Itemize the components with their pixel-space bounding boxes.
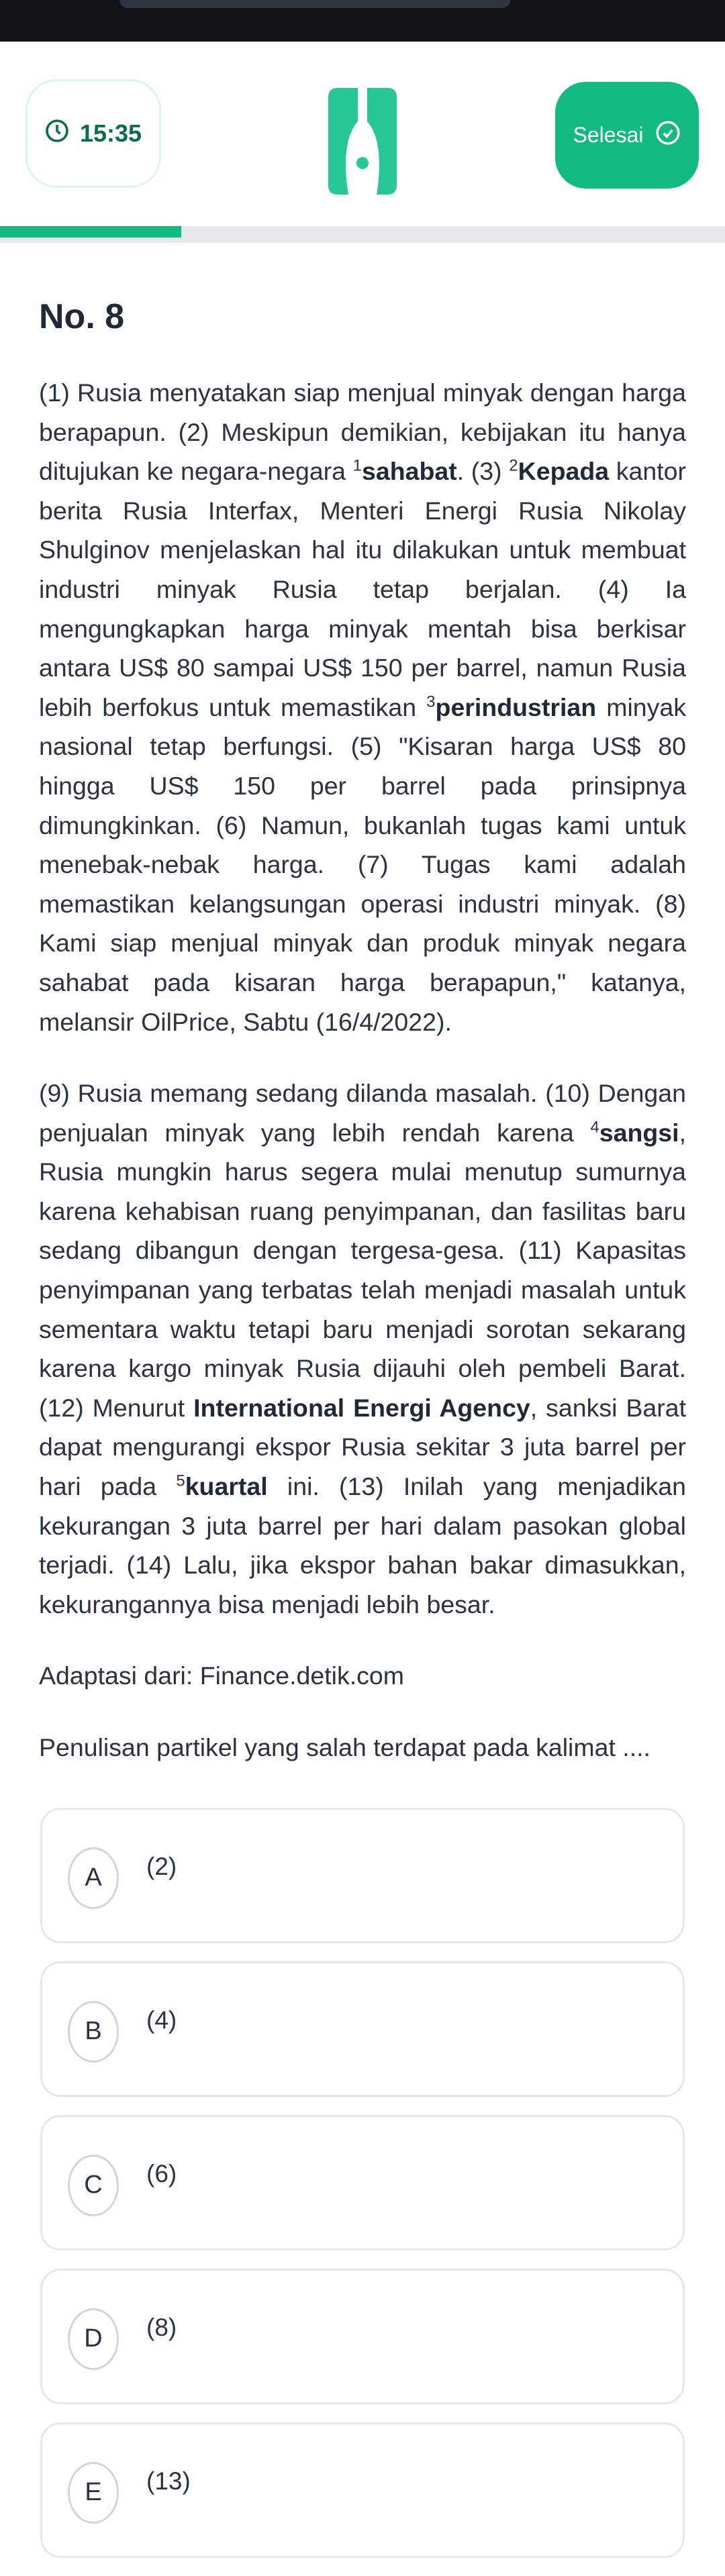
option-text: (13) — [146, 2467, 191, 2495]
answer-option-b[interactable] — [40, 1961, 685, 2097]
passage-paragraph-1 — [39, 373, 686, 1041]
footnote-marker: 5 — [176, 1472, 185, 1490]
progress-fill — [0, 226, 181, 238]
footnote-marker: 3 — [426, 692, 436, 711]
check-circle-icon — [655, 120, 681, 151]
question-prompt: Penulisan partikel yang salah terdapat pada kalimat .... — [39, 1733, 650, 1761]
header — [0, 42, 725, 226]
question-number: No. 8 — [39, 297, 125, 336]
passage-text: minyak nasional tetap berfungsi. (5) "Kisaran harga US$ 80 hingga US$ 150 per barrel pada prinsipnya dimungkinkan. (6) Namun, bukanlah tugas kami untuk menebak-nebak harga. (7) Tugas kami adalah memastikan kelangsungan operasi industri minyak. (8) Kami siap menjual minyak dan produk minyak negara sahabat pada kisaran harga berapapun," katanya, melansir OilPrice, Sabtu (16/4/2022). — [39, 692, 686, 1036]
answer-option-a[interactable] — [40, 1808, 685, 1943]
progress-bar — [0, 226, 725, 243]
app-logo — [328, 88, 397, 195]
option-letter: B — [68, 2001, 119, 2063]
option-text: (4) — [146, 2006, 177, 2034]
finish-button[interactable] — [555, 82, 699, 189]
option-letter: D — [68, 2308, 119, 2370]
option-text: (6) — [146, 2159, 177, 2187]
footnote-marker: 1 — [352, 456, 362, 475]
option-letter: C — [68, 2155, 119, 2216]
option-letter: A — [68, 1847, 119, 1909]
passage-text: (9) Rusia memang sedang dilanda masalah. (10) Dengan penjualan minyak yang lebih rendah karena — [39, 1079, 686, 1147]
timer-value: 15:35 — [79, 119, 142, 147]
highlighted-word: sahabat — [362, 457, 457, 486]
highlighted-word: sangsi — [599, 1118, 679, 1147]
question-content — [39, 295, 686, 2576]
passage-paragraph-2 — [39, 1074, 686, 1624]
passage-source: Adaptasi dari: Finance.detik.com — [39, 1661, 405, 1690]
footnote-marker: 2 — [509, 456, 518, 475]
footnote-marker: 4 — [590, 1118, 599, 1137]
option-letter: E — [68, 2462, 119, 2524]
answer-option-c[interactable] — [40, 2115, 685, 2251]
timer — [26, 79, 161, 188]
notch — [119, 0, 510, 8]
option-text: (2) — [146, 1852, 177, 1880]
passage-text: ini. (13) Inilah yang menjadikan kekurangan 3 juta barrel per hari dalam pasokan global terjadi. (14) Lalu, jika ekspor bahan bakar dimasukkan, kekurangannya bisa menjadi lebih besar. — [39, 1472, 687, 1618]
answer-option-e[interactable] — [40, 2422, 685, 2558]
answer-option-d[interactable] — [40, 2269, 685, 2404]
highlighted-word: Kepada — [518, 457, 610, 486]
status-bar — [0, 0, 725, 42]
option-text: (8) — [146, 2313, 177, 2341]
highlighted-word: kuartal — [185, 1472, 268, 1501]
clock-icon — [45, 119, 69, 149]
passage-text: , Rusia mungkin harus segera mulai menutup sumurnya karena kehabisan ruang penyimpanan, dan fasilitas baru sedang dibangun dengan tergesa-gesa. (11) Kapasitas penyimpanan yang terbatas telah menjadi masalah untuk sementara waktu tetapi baru menjadi sorotan sekarang karena kargo minyak Rusia dijauhi oleh pembeli Barat. (12) Menurut — [39, 1118, 686, 1422]
passage-text: . (3) — [456, 457, 510, 486]
passage-text: (1) Rusia menyatakan siap menjual minyak dengan harga berapapun. (2) Meskipun demikian, kebijakan itu hanya ditujukan ke negara-negara — [39, 378, 686, 486]
passage-text: , sanksi Barat dapat mengurangi ekspor Rusia sekitar 3 juta barrel per hari pada — [39, 1393, 686, 1501]
highlighted-word: perindustrian — [435, 692, 597, 721]
answer-options — [39, 1808, 686, 2558]
highlighted-word: International Energi Agency — [193, 1393, 530, 1422]
finish-label: Selesai — [573, 123, 644, 147]
passage-text: kantor berita Rusia Interfax, Menteri Energi Rusia Nikolay Shulginov menjelaskan hal itu dilakukan untuk membuat industri minyak Rusia tetap berjalan. (4) Ia mengungkapkan harga minyak mentah bisa berkisar antara US$ 80 sampai US$ 150 per barrel, namun Rusia lebih berfokus untuk memastikan — [39, 457, 686, 721]
